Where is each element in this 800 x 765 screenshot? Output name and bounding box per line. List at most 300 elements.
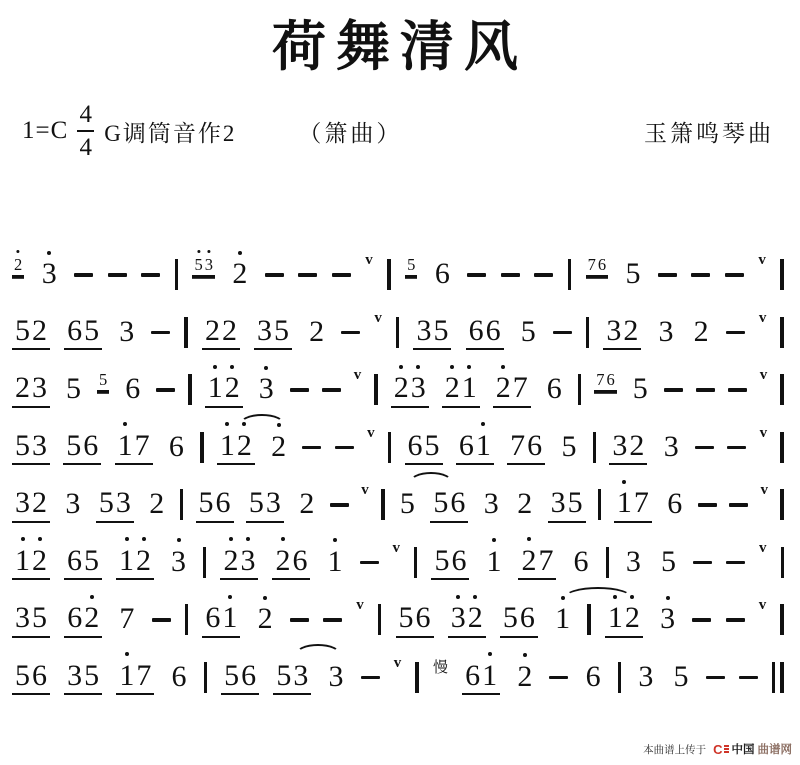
note-digit: 3 [41,257,57,291]
note-digit: 3 [257,313,273,347]
note-digits [518,316,539,350]
note-digit: 5 [98,486,114,520]
note-digit: 3 [550,486,566,520]
note-digits [146,488,167,522]
note-digit: 6 [434,257,450,291]
note-digit: 3 [258,372,274,406]
note-digit: 7 [587,255,596,275]
tuning-note: G调筒音作2 [104,120,237,146]
note-group [116,660,154,696]
note-digit: 5 [433,313,449,347]
note-digit: 2 [275,543,291,577]
dash-extension [360,561,379,565]
note-digit: 6 [585,659,601,693]
barline [204,662,207,693]
note-digit: 6 [458,428,474,462]
note-digit: 2 [517,659,533,693]
barline [388,432,391,463]
note-digits [12,602,50,638]
barline [374,374,377,405]
note-digit: 5 [407,255,416,275]
dash-extension [335,446,354,450]
note-digits [691,316,712,350]
note-digits [116,603,137,637]
watermark [643,741,792,757]
note-group [397,488,418,522]
time-denominator: 4 [79,134,93,162]
note-group [196,487,234,523]
note-digits [657,603,678,637]
dash-extension [727,446,746,450]
note-group [544,373,565,407]
note-digits [64,545,102,581]
note-digit: 6 [546,372,562,406]
note-digit: 2 [32,313,47,347]
note-digits [116,545,154,581]
note-digits [514,661,535,695]
barline [387,259,390,290]
barline [780,317,783,348]
note-digit: 6 [168,429,184,463]
note-digits [12,487,50,523]
note-digits [272,545,310,581]
note-digits [64,315,102,351]
note-digits [507,430,545,466]
dash-extension [691,273,710,277]
note-digit: 2 [693,314,709,348]
note-digit: 1 [117,428,133,462]
barline [381,489,384,520]
note-group [325,661,346,695]
note-digits [391,372,429,408]
note-digit: 1 [219,428,235,462]
barline [188,374,191,405]
genre-label: （箫曲） [298,120,403,146]
note-digit: 1 [607,601,623,635]
note-digits [514,488,535,522]
note-digit: 2 [309,314,325,348]
note-digits [168,661,189,695]
note-digits [202,602,240,638]
note-digit: 3 [171,544,187,578]
note-digits [229,258,250,292]
note-group [391,372,429,408]
barline [185,604,188,635]
note-digit: 5 [567,486,583,520]
note-digit: 3 [240,543,256,577]
note-digit: 2 [236,428,252,462]
note-digit: 3 [638,659,654,693]
note-digits [12,430,50,466]
note-digit: 3 [204,255,213,275]
note-digits [594,371,617,390]
dash-extension [332,273,351,277]
barline [781,547,784,578]
dash-extension [729,503,748,507]
meta-row [22,102,774,160]
dash-extension [322,388,341,392]
barline [396,317,399,348]
note-group [12,315,50,351]
note-digit: 6 [451,543,467,577]
note-digits [296,488,317,522]
note-digit: 3 [410,371,426,405]
note-digits [493,372,531,408]
note-digit: 5 [274,313,290,347]
note-digit: 1 [327,544,343,578]
note-group [664,488,685,522]
note-digits [168,546,189,580]
note-digit: 2 [467,601,483,635]
note-group [514,661,535,695]
note-group [432,258,453,292]
note-digit: 3 [67,658,83,692]
note-digit: 7 [510,428,526,462]
note-digit: 5 [198,486,214,520]
note-digits [64,660,102,696]
note-group [205,372,243,408]
note-digits [483,546,504,580]
note-group [500,602,538,638]
note-group [273,660,311,696]
note-digits [12,372,50,408]
note-digit: 2 [221,313,237,347]
note-digits [586,256,609,275]
note-digit: 5 [424,428,440,462]
breath-mark: v [374,309,382,326]
note-digit: 5 [84,658,100,692]
breath-mark: v [760,482,769,499]
dash-extension [501,273,520,277]
dash-extension [330,503,349,507]
grace-note [12,256,24,275]
dash-extension [534,273,553,277]
note-digits [12,660,50,696]
note-digit: 2 [32,543,47,577]
note-digit: 1 [616,486,632,520]
note-digit: 3 [658,314,674,348]
note-digit: 7 [538,543,554,577]
note-digit: 3 [483,487,499,521]
note-digits [220,545,258,581]
dash-extension [302,446,321,450]
breath-mark: v [759,367,768,384]
note-digit: 6 [205,601,221,635]
note-digits [462,660,500,696]
note-digits [430,487,468,523]
note-digit: 2 [299,487,315,521]
note-digit: 5 [660,544,676,578]
barline [568,259,571,290]
note-digit: 3 [65,487,81,521]
note-group [657,603,678,637]
note-digit: 2 [15,371,30,405]
note-digit: 1 [207,371,223,405]
barline [780,432,783,463]
logo-bars-icon [724,745,729,753]
breath-mark: v [758,597,767,614]
note-digits [481,488,502,522]
dash-extension [361,676,380,680]
note-digits [432,258,453,292]
note-digit: 6 [573,544,589,578]
note-group [220,545,258,581]
note-group [583,661,604,695]
note-digit: 3 [265,486,281,520]
dash-extension [739,676,758,680]
music-line [12,361,784,419]
dash-extension [265,273,284,277]
time-numerator: 4 [79,101,93,129]
site-name-bold: 中国 [731,744,755,756]
breath-mark: v [365,252,373,269]
note-digit: 1 [119,658,135,692]
grace-note [586,256,609,275]
score [12,246,784,706]
note-group [493,372,531,408]
barline [414,547,417,578]
note-digits [256,373,277,407]
note-digit: 1 [461,371,477,405]
note-digit: 5 [66,372,82,406]
note-group [296,488,317,522]
note-digit: 6 [606,370,615,390]
note-digit: 6 [32,658,47,692]
dash-extension [726,618,745,622]
note-group [115,430,153,466]
note-digits [552,603,573,637]
note-group [507,430,545,466]
note-group [456,430,494,466]
note-digit: 2 [444,371,460,405]
note-digits [571,546,592,580]
note-group [96,487,134,523]
note-group [518,316,539,350]
barline [606,547,609,578]
music-line [12,591,784,649]
note-digits [196,487,234,523]
note-group [430,487,468,523]
note-digits [431,545,469,581]
barline [203,547,206,578]
note-group [39,258,60,292]
note-digit: 3 [32,428,47,462]
note-digits [166,431,187,465]
note-digit: 5 [673,659,689,693]
note-digit: 5 [15,658,30,692]
breath-mark: v [361,482,369,499]
barline [587,604,590,635]
note-digits [656,316,677,350]
note-digit: 2 [623,313,639,347]
breath-mark: v [367,424,375,441]
dash-extension [692,618,711,622]
note-digits [122,373,143,407]
note-group [202,315,240,351]
barline [598,489,601,520]
fraction-bar [77,130,94,132]
note-digits [456,430,494,466]
dash-extension [706,676,725,680]
note-digit: 5 [434,543,450,577]
note-digits [635,661,656,695]
note-group [661,431,682,465]
note-digits [558,431,579,465]
note-digits [664,488,685,522]
note-digits [448,602,486,638]
note-digit: 6 [67,601,83,635]
note-digit: 1 [222,601,238,635]
note-digits [671,661,692,695]
barline [780,259,783,290]
note-digits [273,660,311,696]
note-digit: 2 [14,255,23,275]
music-line [12,419,784,477]
note-group [256,373,277,407]
note-group [12,660,50,696]
note-digit: 6 [215,486,231,520]
note-digits [12,545,50,581]
breath-mark: v [759,424,768,441]
note-digit: 5 [433,486,449,520]
note-group [558,431,579,465]
note-group [325,546,346,580]
dash-extension [728,388,747,392]
note-digits [661,431,682,465]
note-digit: 6 [519,601,535,635]
note-digit: 5 [502,601,518,635]
note-digit: 1 [555,602,571,636]
note-digits [397,488,418,522]
note-group [483,546,504,580]
dash-extension [664,388,683,392]
breath-mark: v [758,309,767,326]
note-group [229,258,250,292]
dash-extension [290,618,309,622]
barline [175,259,178,290]
note-digits [205,372,243,408]
music-line [12,534,784,592]
note-digits [630,373,651,407]
barline [780,604,783,635]
note-group [514,488,535,522]
note-digit: 5 [520,314,536,348]
note-group [609,430,647,466]
note-group [12,602,50,638]
dash-extension [726,561,745,565]
note-digits [614,487,652,523]
note-digit: 6 [125,372,141,406]
note-digits [325,661,346,695]
note-group [405,430,443,466]
note-digits [12,256,24,275]
note-digit: 3 [612,428,628,462]
note-group [168,546,189,580]
music-line [12,246,784,304]
note-digit: 6 [597,255,607,275]
breath-mark: v [758,252,766,269]
note-digit: 1 [482,658,498,692]
note-digit: 3 [450,601,466,635]
note-group [168,661,189,695]
grace-note [594,371,617,390]
note-digits [268,431,289,465]
note-digits [544,373,565,407]
note-digits [63,373,84,407]
note-digit: 2 [517,487,533,521]
note-group [146,488,167,522]
note-group [268,431,289,465]
note-digit: 6 [171,659,187,693]
note-group [552,603,573,637]
note-digit: 2 [224,371,240,405]
note-digit: 3 [15,601,30,635]
note-digit: 5 [84,543,100,577]
note-digits [192,256,215,275]
site-logo-icon [713,742,728,757]
note-digit: 7 [596,370,605,390]
note-group [466,315,504,351]
note-digits [96,487,134,523]
note-group [12,487,50,523]
note-group [217,430,255,466]
note-digits [63,430,101,466]
note-digit: 7 [134,428,150,462]
key-info [22,102,236,160]
note-digits [116,660,154,696]
dash-extension [726,331,745,335]
dash-extension [467,273,486,277]
note-group [623,258,644,292]
note-digit: 7 [136,658,152,692]
note-digits [12,315,50,351]
note-group [571,546,592,580]
note-digit: 6 [292,543,308,577]
note-digits [500,602,538,638]
breath-mark: v [758,539,767,556]
note-digit: 6 [450,486,466,520]
note-digits [97,371,109,390]
dash-extension [696,388,715,392]
note-digit: 5 [561,429,577,463]
barline [200,432,203,463]
note-group [630,373,651,407]
barline [780,374,783,405]
note-digits [658,546,679,580]
note-group [64,545,102,581]
note-digit: 2 [624,601,640,635]
logo-letter: C [713,741,723,757]
note-digit: 1 [119,543,135,577]
note-digit: 7 [633,486,649,520]
breath-mark: v [393,654,402,671]
note-group [122,373,143,407]
dash-extension [298,273,317,277]
note-group [255,603,276,637]
dash-extension [725,273,744,277]
note-digit: 3 [32,371,47,405]
note-digits [605,602,643,638]
dash-extension [549,676,568,680]
note-digit: 6 [407,428,423,462]
breath-mark: v [353,367,362,384]
dash-extension [156,388,175,392]
note-group [62,488,83,522]
note-digit: 1 [475,428,491,462]
note-group [656,316,677,350]
note-digit: 2 [204,313,220,347]
watermark-prefix: 本曲谱上传于 [643,743,707,756]
